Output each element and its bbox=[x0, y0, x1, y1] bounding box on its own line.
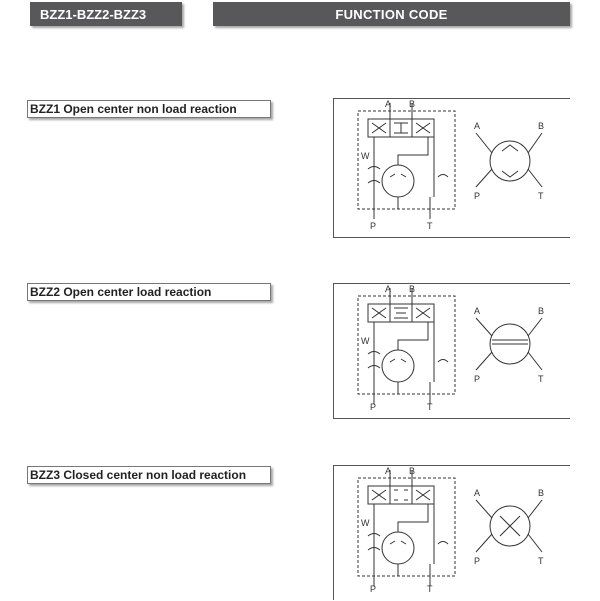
symbol-a-label: A bbox=[474, 488, 481, 498]
port-a-label: A bbox=[385, 466, 392, 476]
symbol-b-label: B bbox=[538, 306, 545, 316]
port-b-label: B bbox=[409, 284, 416, 294]
port-p-label: P bbox=[370, 402, 377, 412]
symbol-p-label: P bbox=[474, 191, 481, 201]
diagram-bzz1 bbox=[333, 98, 570, 238]
schematic-bzz1 bbox=[334, 99, 570, 237]
symbol-t-label: T bbox=[538, 191, 544, 201]
port-w-label: W bbox=[361, 151, 370, 161]
schematic-bzz3 bbox=[334, 466, 570, 601]
diagram-bzz2 bbox=[333, 283, 570, 419]
symbol-t-label: T bbox=[538, 556, 544, 566]
schematic-bzz2 bbox=[334, 284, 570, 418]
port-t-label: T bbox=[427, 221, 433, 231]
symbol-a-label: A bbox=[474, 306, 481, 316]
port-b-label: B bbox=[409, 466, 416, 476]
symbol-p-label: P bbox=[474, 556, 481, 566]
symbol-p-label: P bbox=[474, 374, 481, 384]
port-p-label: P bbox=[370, 221, 377, 231]
port-w-label: W bbox=[361, 518, 370, 528]
function-code-tab: FUNCTION CODE bbox=[213, 2, 570, 26]
port-t-label: T bbox=[427, 402, 433, 412]
symbol-a-label: A bbox=[474, 121, 481, 131]
symbol-b-label: B bbox=[538, 121, 545, 131]
port-a-label: A bbox=[385, 284, 392, 294]
section-label-bzz3: BZZ3 Closed center non load reaction bbox=[27, 466, 271, 484]
section-label-bzz1: BZZ1 Open center non load reaction bbox=[27, 100, 271, 118]
symbol-t-label: T bbox=[538, 374, 544, 384]
symbol-b-label: B bbox=[538, 488, 545, 498]
section-label-bzz2: BZZ2 Open center load reaction bbox=[27, 283, 271, 301]
diagram-bzz3 bbox=[333, 465, 570, 600]
port-b-label: B bbox=[409, 99, 416, 109]
port-t-label: T bbox=[427, 584, 433, 594]
port-w-label: W bbox=[361, 336, 370, 346]
port-a-label: A bbox=[385, 99, 392, 109]
port-p-label: P bbox=[370, 584, 377, 594]
model-tab: BZZ1-BZZ2-BZZ3 bbox=[30, 2, 182, 26]
